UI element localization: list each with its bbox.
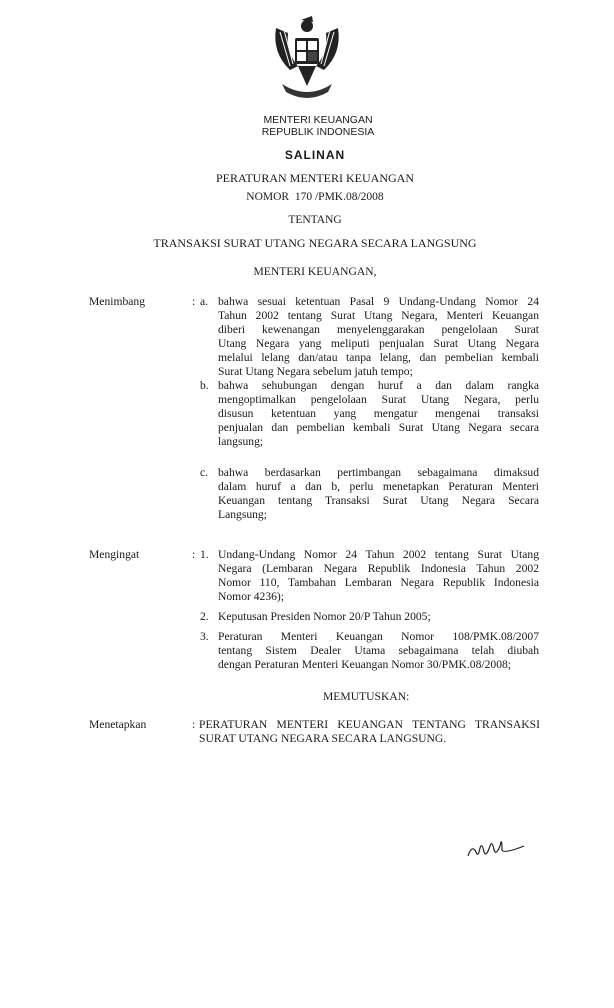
menetapkan-line: SURAT UTANG NEGARA SECARA LANGSUNG.	[199, 732, 447, 745]
mengingat-colon: :	[192, 548, 196, 561]
signature-initials-icon	[466, 832, 526, 862]
mengingat-item-line: Nomor 4236);	[218, 590, 285, 603]
menimbang-item-line: Tahun 2002 tentang Surat Utang Negara, Menteri Keuangan	[218, 309, 539, 322]
mengingat-item-text	[218, 610, 539, 624]
menetapkan-text	[199, 718, 540, 746]
mengingat-item-line: tentang Sistem Dealer Utama sebagaimana telah diubah	[218, 644, 539, 657]
menimbang-item-line: disusun ketentuan yang mengatur mengenai transaksi	[218, 407, 539, 420]
menimbang-item-line: Utang Negara yang meliputi penjualan Surat Utang Negara	[218, 337, 539, 350]
issuer-heading: MENTERI KEUANGAN,	[253, 265, 377, 278]
menimbang-item-line: dalam huruf a dan b, perlu menetapkan Peraturan Menteri	[218, 480, 539, 493]
mengingat-item-text	[218, 548, 539, 604]
regulation-type: PERATURAN MENTERI KEUANGAN	[216, 171, 414, 185]
mengingat-item-line: Peraturan Menteri Keuangan Nomor 108/PMK.08/2007	[218, 630, 539, 643]
mengingat-item-text	[218, 630, 539, 672]
menimbang-item-line: Surat Utang Negara sebelum jatuh tempo;	[218, 365, 413, 378]
mengingat-item-marker: 3.	[200, 630, 209, 643]
menimbang-item-marker: c.	[200, 466, 209, 479]
mengingat-item-line: Undang-Undang Nomor 24 Tahun 2002 tentang Surat Utang	[218, 548, 539, 561]
mengingat-item-line: Keputusan Presiden Nomor 20/P Tahun 2005;	[218, 610, 431, 623]
menimbang-item-line: bahwa sehubungan dengan huruf a dan dalam rangka	[218, 379, 539, 392]
mengingat-item-line: Nomor 110, Tambahan Lembaran Negara Republik Indonesia	[218, 576, 539, 589]
menimbang-item-text	[218, 466, 539, 522]
menimbang-item-line: langsung;	[218, 435, 264, 448]
menetapkan-label: Menetapkan	[89, 718, 147, 731]
menimbang-item-line: mengoptimalkan pengelolaan Surat Utang Negara, perlu	[218, 393, 539, 406]
mengingat-item-line: dengan Peraturan Menteri Keuangan Nomor 30/PMK.08/2008;	[218, 658, 512, 671]
mengingat-label: Mengingat	[89, 548, 140, 561]
country-name: REPUBLIK INDONESIA	[261, 126, 375, 138]
menimbang-item-marker: b.	[200, 379, 209, 392]
menetapkan-colon: :	[192, 718, 196, 731]
mengingat-item-marker: 2.	[200, 610, 209, 623]
menimbang-item-text	[218, 379, 539, 449]
menimbang-item-line: Keuangan tentang Transaksi Surat Utang Negara Secara	[218, 494, 539, 507]
menimbang-item-line: penjualan dan pembelian kembali Surat Utang Negara secara	[218, 421, 539, 434]
about-heading: TENTANG	[288, 214, 342, 226]
garuda-emblem-icon	[268, 8, 346, 104]
decision-heading: MEMUTUSKAN:	[323, 690, 410, 703]
ministry-name: MENTERI KEUANGAN	[263, 114, 373, 126]
menimbang-item-line: diberi kewenangan menyelenggarakan pengelolaan Surat	[218, 323, 539, 336]
menimbang-label: Menimbang	[89, 295, 146, 308]
regulation-subject: TRANSAKSI SURAT UTANG NEGARA SECARA LANGSUNG	[153, 236, 477, 250]
menimbang-item-line: Langsung;	[218, 508, 267, 521]
menimbang-colon: :	[192, 295, 196, 308]
mengingat-item-line: Negara (Lembaran Negara Republik Indonesia Tahun 2002	[218, 562, 539, 575]
menimbang-item-line: melalui lelang dan/atau tanpa lelang, dan pembelian kembali	[218, 351, 539, 364]
copy-label: SALINAN	[284, 148, 346, 162]
menimbang-item-line: bahwa berdasarkan pertimbangan sebagaimana dimaksud	[218, 466, 539, 479]
mengingat-item-marker: 1.	[200, 548, 209, 561]
menimbang-item-line: bahwa sesuai ketentuan Pasal 9 Undang-Undang Nomor 24	[218, 295, 539, 308]
menimbang-item-marker: a.	[200, 295, 209, 308]
regulation-number: NOMOR 170 /PMK.08/2008	[246, 191, 384, 203]
menetapkan-line: PERATURAN MENTERI KEUANGAN TENTANG TRANSAKSI	[199, 718, 540, 731]
menimbang-item-text	[218, 295, 539, 379]
